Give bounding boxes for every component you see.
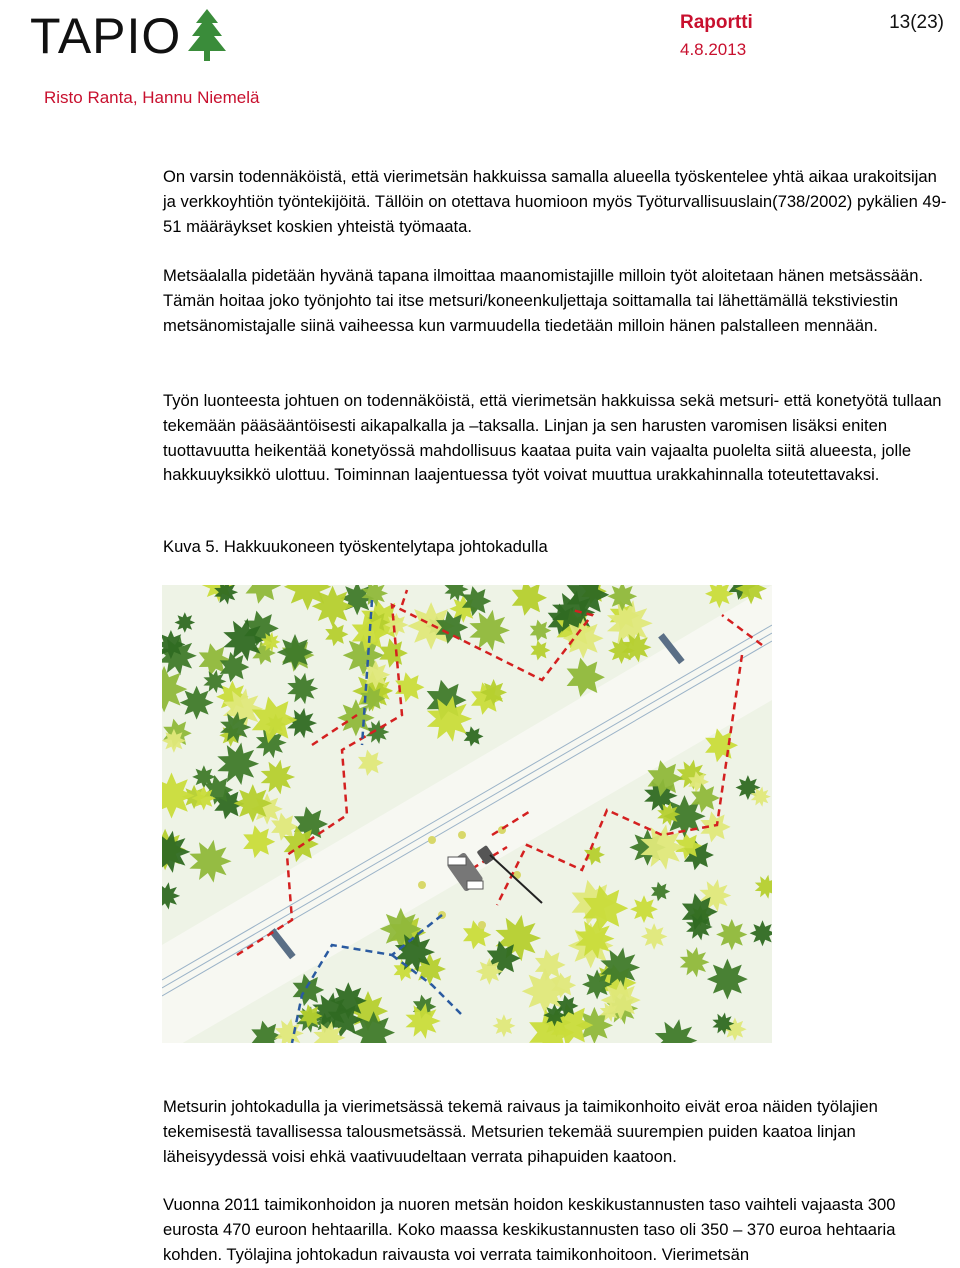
tree-icon [716,919,747,950]
tree-icon [750,920,772,946]
seedling-icon [478,921,486,929]
tree-icon [251,1021,282,1043]
harvester-path [402,590,407,605]
harvester-illustration [162,585,772,1043]
tree-icon [406,1003,441,1039]
logo-text: TAPIO [30,8,182,64]
tree-icon [337,699,374,736]
tree-icon [530,620,551,642]
tree-icon [630,895,658,923]
tree-icon [655,1019,698,1043]
paragraph-2: Metsäalalla pidetään hyvänä tapana ilmoittaa maanomistajille milloin työt aloitetaan hänen metsässään. Tämän hoitaa joko työnjohto tai itse metsuri/koneenkuljettaja soittamalla tai lähettämällä tekstiviestin metsänomistajalle siinä vaiheessa kun varmuudella tiedetään milloin hänen palstalleen mennään. [163,266,924,335]
tree-icon [243,825,275,858]
tree-icon [246,585,282,604]
tree-icon [531,640,551,660]
tapio-logo [30,8,227,64]
seedling-icon [458,831,466,839]
page-number: 13(23) [889,12,944,33]
tree-icon [464,726,484,746]
illustration-svg [162,585,772,1043]
tree-icon [512,585,547,616]
tree-icon [162,666,187,713]
tree-icon [641,923,668,950]
paragraph-4: Metsurin johtokadulla ja vierimetsässä tekemä raivaus ja taimikonhoito eivät eroa näiden työlajien tekemisestä tavallisessa talousmetsässä. Metsurien tekemää suurempien puiden kaatoa linjan läheisyydessä voisi ehkä vaativuudeltaan verrata pihapuiden kaatoon. [163,1097,878,1166]
tree-icon [189,840,231,883]
paragraph-3: Työn luonteesta johtuen on todennäköistä, että vierimetsän hakkuissa sekä metsuri- että konetyötä tullaan tekemään pääsääntöisesti aikapalkalla ja –taksalla. Linjan ja sen harusten varomisen lisäksi eniten tuottavuutta heikentää konetyössä mahdollisuus kaataa puita vain vajaalta puolelta siitä alueesta, jolle hakkuuyksikkö ulottuu. Toiminnan laajentuessa työt voivat muuttua urakkahinnalla toteutettavaksi. [163,391,942,485]
tree-icon [705,585,734,608]
seedling-icon [418,881,426,889]
tree-icon [651,882,670,902]
report-label: Raportti [680,12,753,33]
authors: Risto Ranta, Hannu Niemelä [44,88,260,107]
tree-icon [543,1004,566,1027]
tree-logo-icon [187,9,227,63]
tree-icon [312,586,354,627]
tree-icon [261,760,295,795]
report-date: 4.8.2013 [680,40,747,59]
tree-icon [358,750,384,776]
seedling-icon [428,836,436,844]
tree-icon [162,882,180,909]
tree-icon [293,974,325,1006]
tree-icon [175,612,196,633]
tree-icon [680,947,710,977]
tree-icon [563,618,604,659]
tree-icon [287,673,318,704]
tree-icon [582,969,612,999]
tree-icon [463,920,491,949]
tree-icon [469,610,510,651]
figure-caption: Kuva 5. Hakkuukoneen työskentelytapa johtokadulla [163,537,548,556]
tree-icon [162,773,195,819]
tree-icon [493,1014,516,1037]
tree-icon [234,784,272,822]
paragraph-1: On varsin todennäköistä, että vierimetsän hakkuissa samalla alueella työskentelee yhtä aikaa urakoitsijan ja verkkoyhtiön työntekijöitä. Tällöin on otettava huomioon myös Työturvallisuuslain(738/2002) pykälien 49-51 määräykset koskien yhteistä työmaata. [163,167,947,236]
tree-icon [277,634,313,670]
tree-icon [707,959,748,1000]
tree-icon [755,875,772,899]
tree-icon [180,686,214,720]
tree-icon [287,708,317,738]
paragraph-5: Vuonna 2011 taimikonhoidon ja nuoren metsän hoidon keskikustannusten taso vaihteli vajaasta 300 eurosta 470 euroon hehtaarilla. Koko maassa keskikustannusten taso oli 350 – 370 euroa hehtaaria kohden. Työlajina johtokadun raivausta voi verrata taimikonhoitoon. Vierimetsän [163,1195,896,1264]
tree-icon [325,622,348,646]
tree-icon [217,743,259,786]
tree-icon [379,638,408,667]
tree-icon [476,958,503,985]
